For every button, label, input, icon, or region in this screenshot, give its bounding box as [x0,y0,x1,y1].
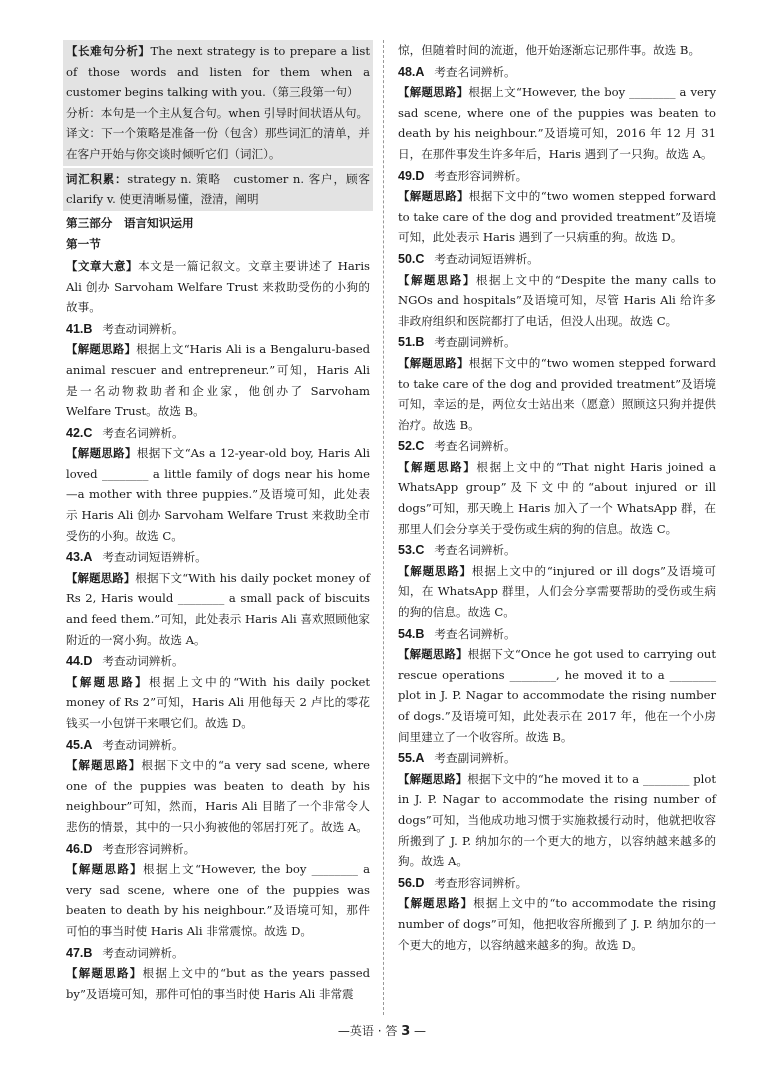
question-item [66,547,370,650]
question-type: 考查动词短语辨析。 [434,251,539,266]
question-type: 考查形容词辨析。 [434,168,528,183]
question-type: 考查动词辨析。 [102,945,184,960]
summary [66,256,370,318]
solution-tag: 【解题思路】 [398,771,468,786]
question-type: 考查名词辨析。 [434,626,516,641]
solution-tag: 【解题思路】 [66,758,142,773]
question-number: 48.A [398,64,425,79]
solution-tag: 【解题思路】 [398,272,476,287]
solution-text: 根据上文“However, the boy ________ a very sad scene, where one of the puppies was beaten to death by his neighbour.”及语境可知，2016 年 12 月 31 日，在那件事发生许多年后，Haris 遇到了一只狗。故选 A。 [398,85,716,161]
question-type: 考查副词辨析。 [434,751,516,766]
solution-text: 根据下文中的“two women stepped forward to take care of the dog and provided treatment”及语境可知，幸运的是，两位女士站出来（愿意）照顾这只狗并提供治疗。故选 B。 [398,355,716,432]
page-number: 3 [401,1024,411,1039]
question-type: 考查动词辨析。 [102,737,184,752]
question-number: 43.A [66,550,93,565]
question-number: 54.B [398,626,425,641]
question-item [66,839,370,942]
part-heading: 第三部分 语言知识运用 [66,215,194,230]
solution-tag: 【解题思路】 [66,446,137,461]
question-type: 考查名词辨析。 [102,425,184,440]
left-question-list [66,319,370,1005]
question-number: 52.C [398,439,425,454]
footer-subject: —英语 · 答 [337,1024,402,1038]
solution-text: 根据下文中的“two women stepped forward to take care of the dog and provided treatment”及语境可知，此处表示 Haris 遇到了一只病重的狗。故选 D。 [398,189,716,245]
solution-tag: 【解题思路】 [398,563,472,578]
question-type: 考查名词辨析。 [434,439,516,454]
solution-text: 根据下文“As a 12-year-old boy, Haris Ali loved ________ a little family of dogs near his home—a mother with three puppies.”及语境可知，此处表示 Haris Ali 创办 Sarvoham Welfare Trust 来救助全市受伤的小狗。故选 C。 [66,446,370,543]
long-sentence-analysis [63,40,373,166]
solution-text: 根据下文中的“a very sad scene, where one of the puppies was beaten to death by his neighbour”可知，然而，Haris Ali 目睹了一个非常令人悲伤的情景，其中的一只小狗被他的邻居打死了。故选 A。 [66,758,370,834]
solution-text: 根据上文中的“but as the years passed by”及语境可知，那件可怕的事当时使 Haris Ali 非常震 [66,966,370,1001]
solution-text: 根据上文中的“injured or ill dogs”及语境可知，在 WhatsApp 群里，人们会分享需要帮助的受伤或生病的狗的信息。故选 C。 [398,563,716,620]
solution-text: 根据上文中的“With his daily pocket money of Rs 2”可知，Haris Ali 用他每天 2 卢比的零花钱买一小包饼干来喂它们。故选 D。 [66,674,370,730]
question-number: 56.D [398,875,425,890]
analysis-text: 分析：本句是一个主从复合句。when 引导时间状语从句。 [66,105,369,120]
vocab-block [63,168,382,211]
solution-text: 根据上文“Haris Ali is a Bengaluru-based animal rescuer and entrepreneur.”可知，Haris Ali 是一名动物救助者和企业家，他创办了 Sarvoham Welfare Trust。故选 B。 [66,342,370,419]
solution-tag: 【解题思路】 [66,342,137,357]
solution-tag: 【解题思路】 [66,570,136,585]
solution-text: 根据上文中的“to accommodate the rising number of dogs”可知，他把收容所搬到了 J. P. 纳加尔的一个更大的地方，以容纳越来越多的狗。故选 D。 [398,896,716,952]
solution-text: 根据下文中的“he moved it to a ________ plot in J. P. Nagar to accommodate the rising number of dogs”可知，当他成功地习惯于实施救援行动时，他就把收容所搬到了 J. P. 纳加尔的一个更大的地方，以容纳越来越多的狗。故选 A。 [398,771,716,869]
question-number: 47.B [66,945,93,960]
question-item [398,332,716,435]
question-number: 46.D [66,841,93,856]
question-type: 考查名词辨析。 [434,543,516,558]
question-item [66,319,370,422]
solution-tag: 【解题思路】 [398,85,469,100]
solution-tag: 【解题思路】 [398,647,468,662]
question-item [398,624,716,748]
question-item [66,651,370,733]
question-number: 45.A [66,737,93,752]
question-number: 53.C [398,543,425,558]
solution-tag: 【解题思路】 [66,966,143,981]
vocab-text: strategy n. 策略 customer n. 客户，顾客 clarify v. 使更清晰易懂，澄清，阐明 [66,171,382,207]
vocab-tag: 词汇积累： [66,171,128,186]
question-item [398,166,716,248]
question-item [398,873,716,955]
solution-tag: 【解题思路】 [398,355,469,370]
question-number: 42.C [66,425,93,440]
question-type: 考查动词辨析。 [102,321,184,336]
footer-dash: — [410,1024,427,1038]
question-type: 考查名词辨析。 [434,64,516,79]
page-footer [0,1022,764,1039]
question-item [398,436,716,539]
solution-tag: 【解题思路】 [66,862,143,877]
solution-tag: 【解题思路】 [398,189,469,204]
question-type: 考查形容词辨析。 [102,841,196,856]
left-column [66,40,382,1004]
column-divider [383,40,384,1015]
solution-text: 根据上文中的“That night Haris joined a WhatsApp group”及下文中的“about injured or ill dogs”可知，那天晚上 Haris 加入了一个 WhatsApp 群，在那里人们会分享关于受伤或生病的狗的信息。故选 C。 [398,459,716,536]
solution-text: 根据下文“With his daily pocket money of Rs 2, Haris would ________ a small pack of biscuits and feed them.”可知，此处表示 Haris Ali 喜欢照顾他家附近的一窝小狗。故选 A。 [66,570,370,647]
question-item [398,62,716,165]
continuation-text: 惊，但随着时间的流逝，他开始逐渐忘记那件事。故选 B。 [398,43,701,57]
translation-text: 译文：下一个策略是准备一份（包含）那些词汇的清单，并在客户开始与你交谈时倾听它们（词汇）。 [66,126,370,161]
question-type: 考查动词短语辨析。 [102,550,207,565]
question-number: 55.A [398,751,425,766]
section-heading: 第一节 [66,237,101,252]
question-item [66,943,370,1005]
right-column [398,40,716,955]
question-type: 考查形容词辨析。 [434,875,528,890]
solution-tag: 【解题思路】 [66,674,150,689]
question-item [66,423,370,547]
right-question-list [398,62,716,956]
summary-text: 本文是一篇记叙文。文章主要讲述了 Haris Ali 创办 Sarvoham Welfare Trust 来救助受伤的小狗的故事。 [66,258,370,315]
question-type: 考查副词辨析。 [434,335,516,350]
long-sentence-tag: 【长难句分析】 [66,44,151,58]
question-number: 50.C [398,251,425,266]
question-item [398,249,716,331]
question-item [398,540,716,622]
question-type: 考查动词辨析。 [102,654,184,669]
question-item [66,735,370,838]
solution-text: 根据上文中的“Despite the many calls to NGOs and hospitals”及语境可知，尽管 Haris Ali 给许多非政府组织和医院都打了电话，但没人出现。故选 C。 [398,272,716,328]
solution-text: 根据上文“However, the boy ________ a very sad scene, where one of the puppies was beaten to death by his neighbour.”及语境可知，那件可怕的事当时使 Haris Ali 非常震惊。故选 D。 [66,862,370,938]
solution-text: 根据下文“Once he got used to carrying out rescue operations ________, he moved it to a ________ plot in J. P. Nagar to accommodate the rising number of dogs.”及语境可知，此处表示在 2017 年，他在一个小房间里建立了一个收容所。故选 B。 [398,647,716,744]
question-number: 44.D [66,654,93,669]
question-number: 51.B [398,335,425,350]
question-item [398,748,716,872]
question-number: 49.D [398,168,425,183]
summary-tag: 【文章大意】 [66,258,139,273]
long-sentence-text: The next strategy is to prepare a list of those words and listen for them when a customer begins talking with you.（第三段第一句） [66,44,370,100]
question-number: 41.B [66,321,93,336]
solution-tag: 【解题思路】 [398,459,477,474]
solution-tag: 【解题思路】 [398,896,474,911]
